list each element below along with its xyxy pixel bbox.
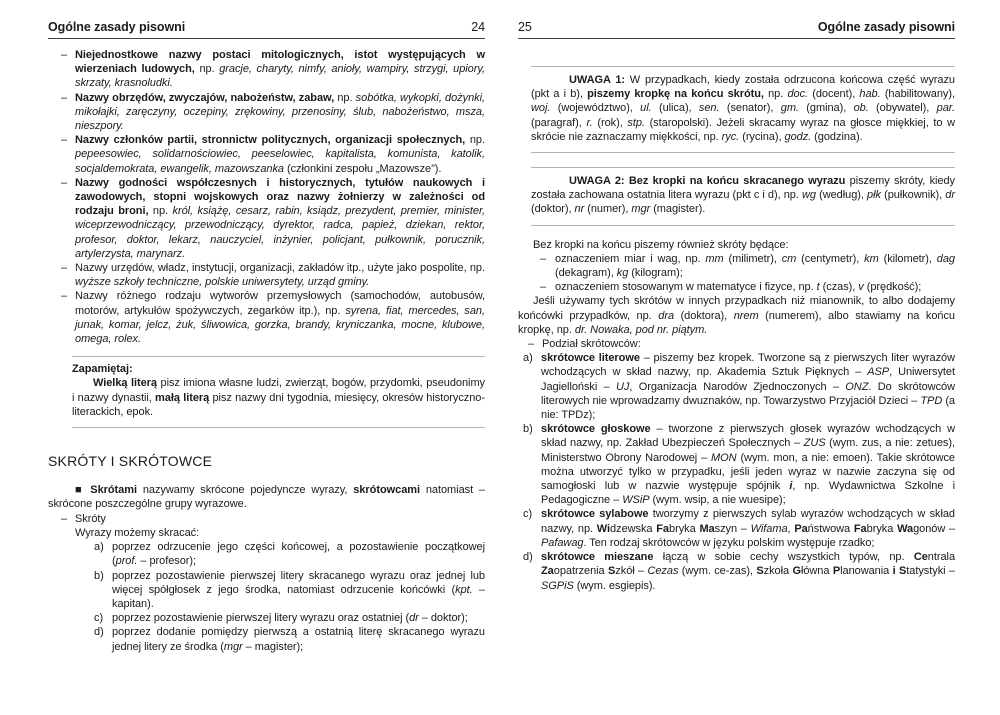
page-right — [518, 20, 955, 593]
rule-item: – Nazwy godności współczesnych i historycznych, tytułów naukowych i zawodowych, stopni wojskowych oraz nazwy żołnierzy w zależności od rodzaju broni, np. król, książę, cesarz, rabin, ksiądz, prezydent, premier, minister, wiceprzewodniczący, przewodniczący, dyrektor, radca, papież, dziekan, rektor, profesor, doktor, lekarz, nauczyciel, inżynier, policjant, pułkownik, porucznik, artylerzysta, marynarz. — [48, 176, 485, 261]
page-right-body — [518, 238, 955, 593]
section-intro: ■ Skrótami nazywamy skrócone pojedyncze wyrazy, skrótowcami natomiast – skrócone poszczególne grupy wyrazowe. — [48, 484, 486, 511]
page-title-left: Ogólne zasady pisowni — [48, 20, 186, 34]
rule-item: – Niejednostkowe nazwy postaci mitologicznych, istot występujących w wierzeniach ludowych, np. gracje, charyty, nimfy, anioły, wampiry, strzygi, upiory, skrzaty, krasnoludki. — [48, 48, 485, 91]
section-heading: SKRÓTY I SKRÓTOWCE — [48, 453, 213, 470]
body-paragraph: Jeśli używamy tych skrótów w innych przypadkach niż mianownik, to albo dodajemy końcówki przypadków, np. dra (doktora), nrem (numerem), albo stawiamy na końcu kropkę, np. dr. Nowaka, pod nr. piątym. — [518, 295, 956, 336]
letter-marker: c) — [523, 508, 533, 521]
letter-text: poprzez dodanie pomiędzy pierwszą a ostatnią literę skracanego wyrazu jednej litery ze środka (mgr – magister); — [112, 626, 485, 653]
letter-item — [523, 507, 955, 550]
uwaga-1-text: UWAGA 1: W przypadkach, kiedy została odrzucona końcowa część wyrazu (pkt a i b), piszemy kropkę na końcu skrótu, np. doc. (docent), hab. (habilitowany), woj. (województwo), ul. (ulica), sen. (senator), gm. (gmina), ob. (obywatel), par. (paragraf), r. (rok), stp. (staropolski). Jeżeli skracamy wyraz na głosce miękkiej, to w skrócie nie zaznaczamy miękkości, np. ryc. (rycina), godz. (godzina). — [531, 74, 955, 143]
letter-item — [94, 569, 485, 612]
dash-item: – oznaczeniem miar i wag, np. mm (milimetr), cm (centymetr), km (kilometr), dag (dekagram), kg (kilogram); — [518, 252, 955, 280]
rule-item: – Nazwy różnego rodzaju wytworów przemysłowych (samochodów, autobusów, motorów, artykułów spożywczych, zegarków itp.), np. syrena, fiat, mercedes, san, junak, komar, jelcz, żuk, śliwowica, gorzka, brandy, kryniczanka, mocne, klubowe, omega, rolex. — [48, 289, 485, 346]
rule-item: – Nazwy członków partii, stronnictw politycznych, organizacji społecznych, np. pepeesowiec, solidarnościowiec, peeselowiec, kapitalista, komunista, katolik, socjaldemokrata, ewangelik, mazowszanka (członkini zespołu „Mazowsze”). — [48, 133, 485, 176]
letter-marker: b) — [523, 423, 533, 436]
letter-marker: b) — [94, 569, 104, 582]
skroty-sublabel: – Skróty — [48, 512, 485, 526]
remember-box-label: Zapamiętaj: — [72, 363, 133, 376]
letter-marker: a) — [94, 541, 104, 554]
dash-item: – oznaczeniem stosowanym w matematyce i fizyce, np. t (czas), v (prędkość); — [518, 280, 955, 294]
letter-item — [94, 611, 485, 625]
letter-marker: d) — [523, 551, 533, 564]
page-header-right — [518, 20, 955, 39]
division-label: – Podział skrótowców: — [518, 337, 955, 351]
uwaga-2-box — [531, 167, 955, 226]
rule-item: – Nazwy obrzędów, zwyczajów, nabożeństw, zabaw, np. sobótka, wykopki, dożynki, mikołajki, zaręczyny, oczepiny, zrękowiny, przenosiny, ślub, nabożeństwo, msza, nieszpory. — [48, 91, 485, 134]
letter-text: poprzez pozostawienie pierwszej litery skracanego wyrazu oraz jednej lub więcej spółgłosek z jego środka, natomiast odrzucenie końcówki (kpt. – kapitan). — [112, 569, 485, 610]
skroty-sub-intro: Wyrazy możemy skracać: — [75, 526, 200, 539]
uwaga-2-text: UWAGA 2: Bez kropki na końcu skracanego wyrazu piszemy skróty, kiedy została zachowana ostatnia litera wyrazu (pkt c i d), np. wg (według), płk (pułkownik), dr (doktor), nr (numer), mgr (magister). — [531, 175, 955, 216]
letter-item — [523, 550, 955, 593]
letter-item — [94, 540, 485, 568]
capitalization-rules-list — [48, 48, 485, 346]
page-title-right: Ogólne zasady pisowni — [817, 20, 955, 34]
acronym-types-list — [523, 351, 955, 592]
body-intro: Bez kropki na końcu piszemy również skróty będące: — [533, 238, 789, 251]
letter-text: skrótowce sylabowe tworzymy z pierwszych sylab wyrazów wchodzących w skład nazwy, np. Widzewska Fabryka Maszyn – Wifama, Państwowa Fabryka Wagonów – Pafawag. Ten rodzaj skrótowców w języku polskim występuje rzadko; — [541, 508, 956, 549]
letter-marker: a) — [523, 352, 533, 365]
letter-text: poprzez odrzucenie jego części końcowej, a pozostawienie początkowej (prof. – profesor); — [112, 541, 485, 568]
remember-box-text: Wielką literą pisz imiona własne ludzi, zwierząt, bogów, przydomki, pseudonimy i nazwy dynastii, małą literą pisz nazwy dni tygodnia, miesięcy, okresów historyczno-literackich, epok. — [72, 377, 486, 418]
letter-text: skrótowce mieszane łączą w sobie cechy wszystkich typów, np. Centrala Zaopatrzenia Szkół – Cezas (wym. ce-zas), Szkoła Główna Planowania i Statystyki – SGPiS (wym. esgiepis). — [541, 551, 956, 592]
page-number-right: 25 — [518, 20, 532, 34]
page-left — [48, 20, 485, 654]
page-number-left: 24 — [471, 20, 485, 34]
page-header-left — [48, 20, 485, 39]
uwaga-1-box — [531, 66, 955, 153]
letter-item — [523, 422, 955, 507]
remember-box — [72, 356, 485, 428]
letter-marker: c) — [94, 612, 104, 625]
abbreviation-methods-list — [94, 540, 485, 654]
letter-item — [94, 625, 485, 653]
letter-text: skrótowce literowe – piszemy bez kropek. Tworzone są z pierwszych liter wyrazów wchodzących w skład nazwy, np. Akademia Sztuk Pięknych – ASP, Uniwersytet Jagielloński – UJ, Organizacja Narodów Zjednoczonych – ONZ. Do skrótowców literowych nie wprowadzamy dwuznaków, np. Towarzystwo Przyjaciół Dzieci – TPD (a nie: TPDz); — [541, 352, 956, 422]
rule-item: – Nazwy urzędów, władz, instytucji, organizacji, zakładów itp., użyte jako pospolite, np. wyższe szkoły techniczne, polskie uniwersytety, urząd gminy. — [48, 261, 485, 289]
letter-marker: d) — [94, 626, 104, 639]
letter-text: poprzez pozostawienie pierwszej litery wyrazu oraz ostatniej (dr – doktor); — [112, 612, 468, 625]
letter-text: skrótowce głoskowe – tworzone z pierwszych głosek wyrazów wchodzących w skład nazwy, np. Zakład Ubezpieczeń Społecznych – ZUS (wym. zus, a nie: zetues), Ministerstwo Obrony Narodowej – MON (wym. mon, a nie: emoen). Takie skrótowce można utworzyć tylko w przypadku, jeśli jeden wyraz w nazwie zaczyna się od samogłoski lub w nazwie występuje spójnik i, np. Wydawnictwa Szkolne i Pedagogiczne – WSiP (wym. wsip, a nie wuesipe); — [541, 423, 955, 507]
letter-item — [523, 351, 955, 422]
